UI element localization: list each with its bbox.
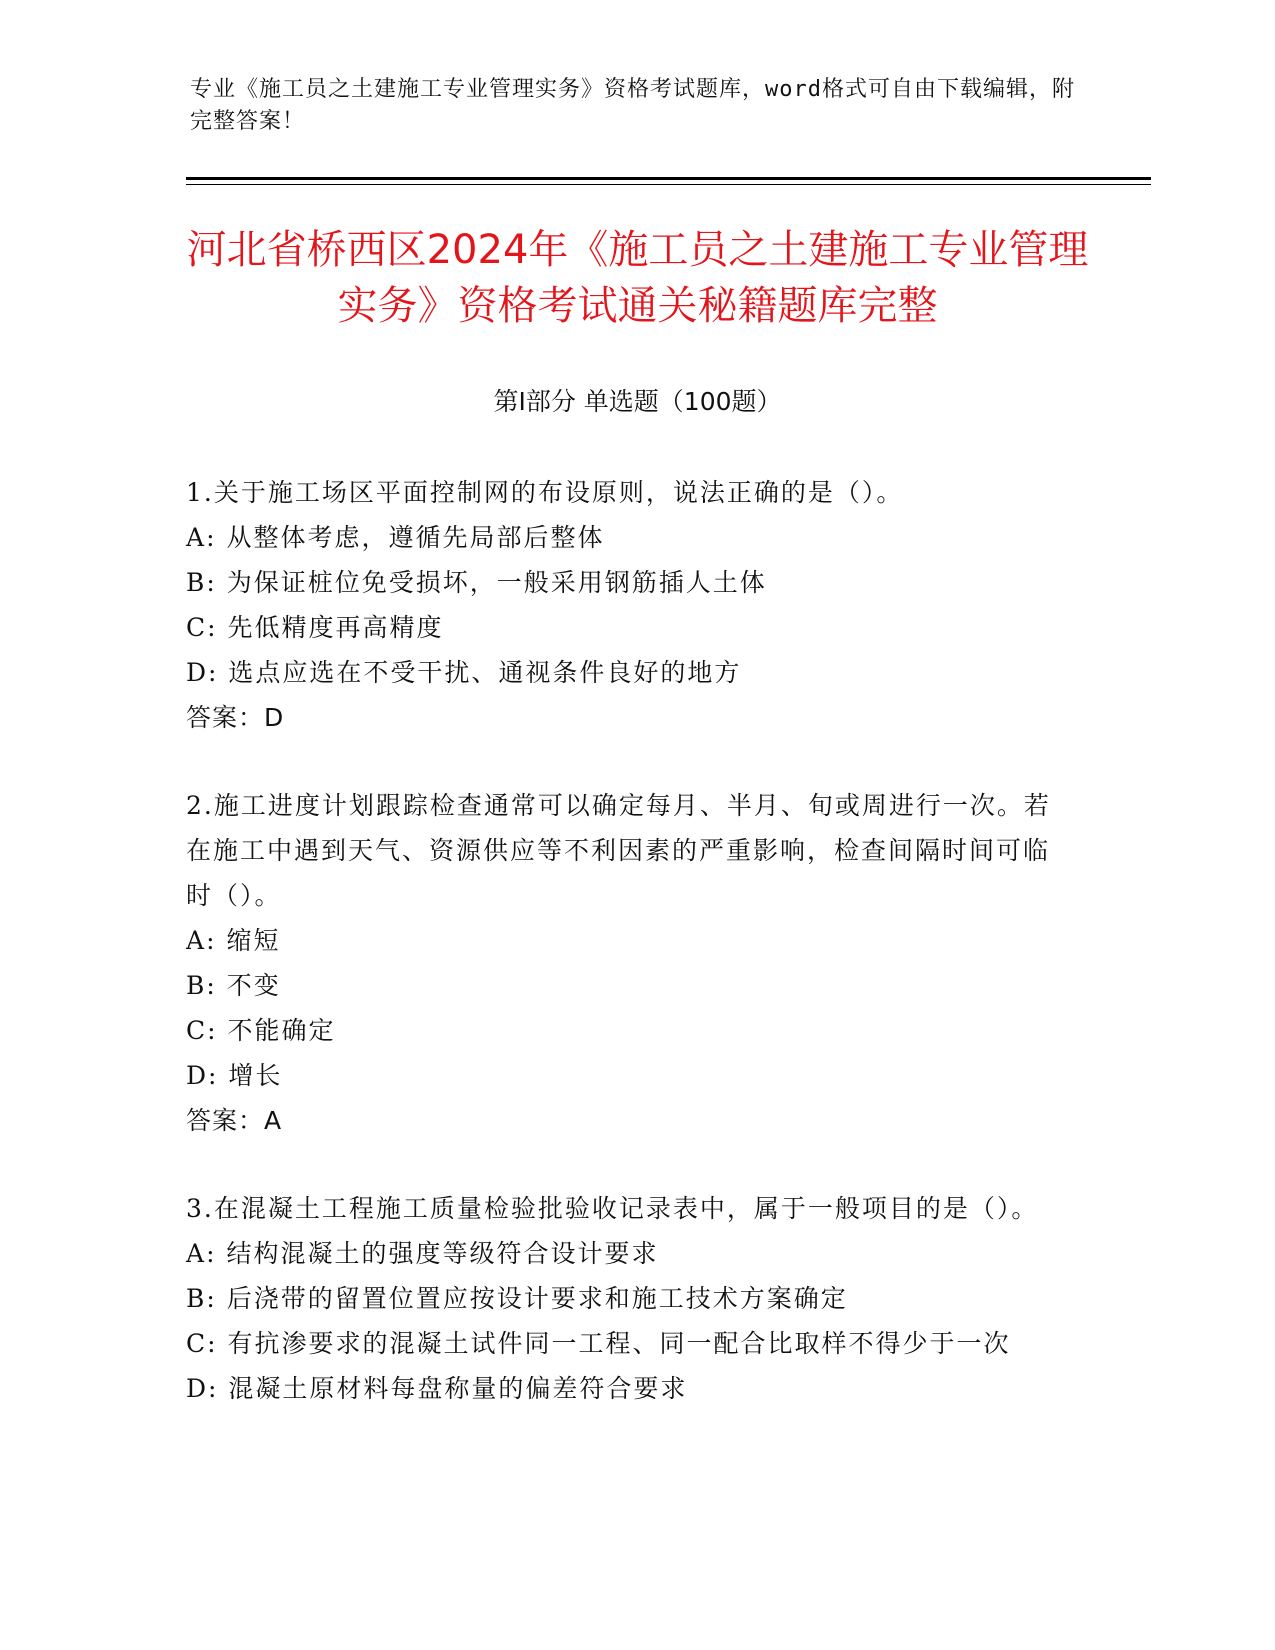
option-text: 先低精度再高精度	[227, 613, 444, 642]
question-list	[186, 470, 1066, 1454]
option-key: C	[186, 613, 208, 642]
option-key: C	[186, 1016, 208, 1045]
header-note: 专业《施工员之土建施工专业管理实务》资格考试题库，word格式可自由下载编辑，附完整答案！	[190, 77, 1075, 134]
option-separator: :	[207, 613, 228, 642]
header-rule-thin	[186, 184, 1151, 185]
option-separator: :	[208, 1374, 229, 1403]
option-key: A	[186, 523, 207, 552]
option-text: 不能确定	[227, 1016, 336, 1045]
document-title: 河北省桥西区2024年《施工员之土建施工专业管理实务》资格考试通关秘籍题库完整	[186, 227, 1089, 329]
option-a	[186, 1231, 1066, 1276]
option-text: 后浇带的留置位置应按设计要求和施工技术方案确定	[226, 1284, 848, 1313]
option-text: 结构混凝土的强度等级符合设计要求	[226, 1239, 659, 1268]
option-separator: :	[207, 1329, 228, 1358]
question-stem: 2.施工进度计划跟踪检查通常可以确定每月、半月、旬或周进行一次。若在施工中遇到天气、资源供应等不利因素的严重影响，检查间隔时间可临时（）。	[186, 791, 1051, 910]
header-rule-thick	[186, 177, 1151, 180]
option-key: C	[186, 1329, 208, 1358]
option-d	[186, 1366, 1066, 1411]
option-text: 选点应选在不受干扰、通视条件良好的地方	[228, 658, 742, 687]
option-text: 为保证桩位免受损坏，一般采用钢筋插人土体	[226, 568, 767, 597]
option-text: 混凝土原材料每盘称量的偏差符合要求	[228, 1374, 688, 1403]
option-a	[186, 515, 1066, 560]
option-c	[186, 1008, 1066, 1053]
option-b	[186, 963, 1066, 1008]
option-c	[186, 1321, 1066, 1366]
answer-line: 答案：A	[186, 1106, 283, 1135]
option-key: A	[186, 1239, 207, 1268]
answer-line: 答案：D	[186, 703, 285, 732]
option-key: B	[186, 568, 207, 597]
option-separator: :	[206, 568, 227, 597]
option-c	[186, 605, 1066, 650]
option-d	[186, 650, 1066, 695]
option-a	[186, 918, 1066, 963]
option-separator: :	[206, 523, 227, 552]
option-key: D	[186, 1061, 209, 1090]
option-key: A	[186, 926, 207, 955]
option-key: B	[186, 1284, 207, 1313]
option-separator: :	[206, 971, 227, 1000]
option-text: 有抗渗要求的混凝土试件同一工程、同一配合比取样不得少于一次	[227, 1329, 1011, 1358]
option-b	[186, 1276, 1066, 1321]
section-heading: 第Ⅰ部分 单选题（100题）	[493, 387, 782, 416]
option-b	[186, 560, 1066, 605]
option-key: D	[186, 658, 209, 687]
option-key: D	[186, 1374, 209, 1403]
option-text: 从整体考虑，遵循先局部后整体	[226, 523, 605, 552]
question-stem: 3.在混凝土工程施工质量检验批验收记录表中，属于一般项目的是（）。	[186, 1194, 1039, 1223]
question-stem: 1.关于施工场区平面控制网的布设原则，说法正确的是（）。	[186, 478, 904, 507]
option-separator: :	[208, 1061, 229, 1090]
option-separator: :	[206, 926, 227, 955]
option-separator: :	[207, 1016, 228, 1045]
option-text: 增长	[228, 1061, 283, 1090]
option-key: B	[186, 971, 207, 1000]
question-3	[186, 1186, 1066, 1411]
option-separator: :	[206, 1239, 227, 1268]
option-d	[186, 1053, 1066, 1098]
option-separator: :	[208, 658, 229, 687]
option-separator: :	[206, 1284, 227, 1313]
question-1	[186, 470, 1066, 740]
option-text: 缩短	[226, 926, 281, 955]
question-2	[186, 783, 1066, 1143]
option-text: 不变	[226, 971, 281, 1000]
